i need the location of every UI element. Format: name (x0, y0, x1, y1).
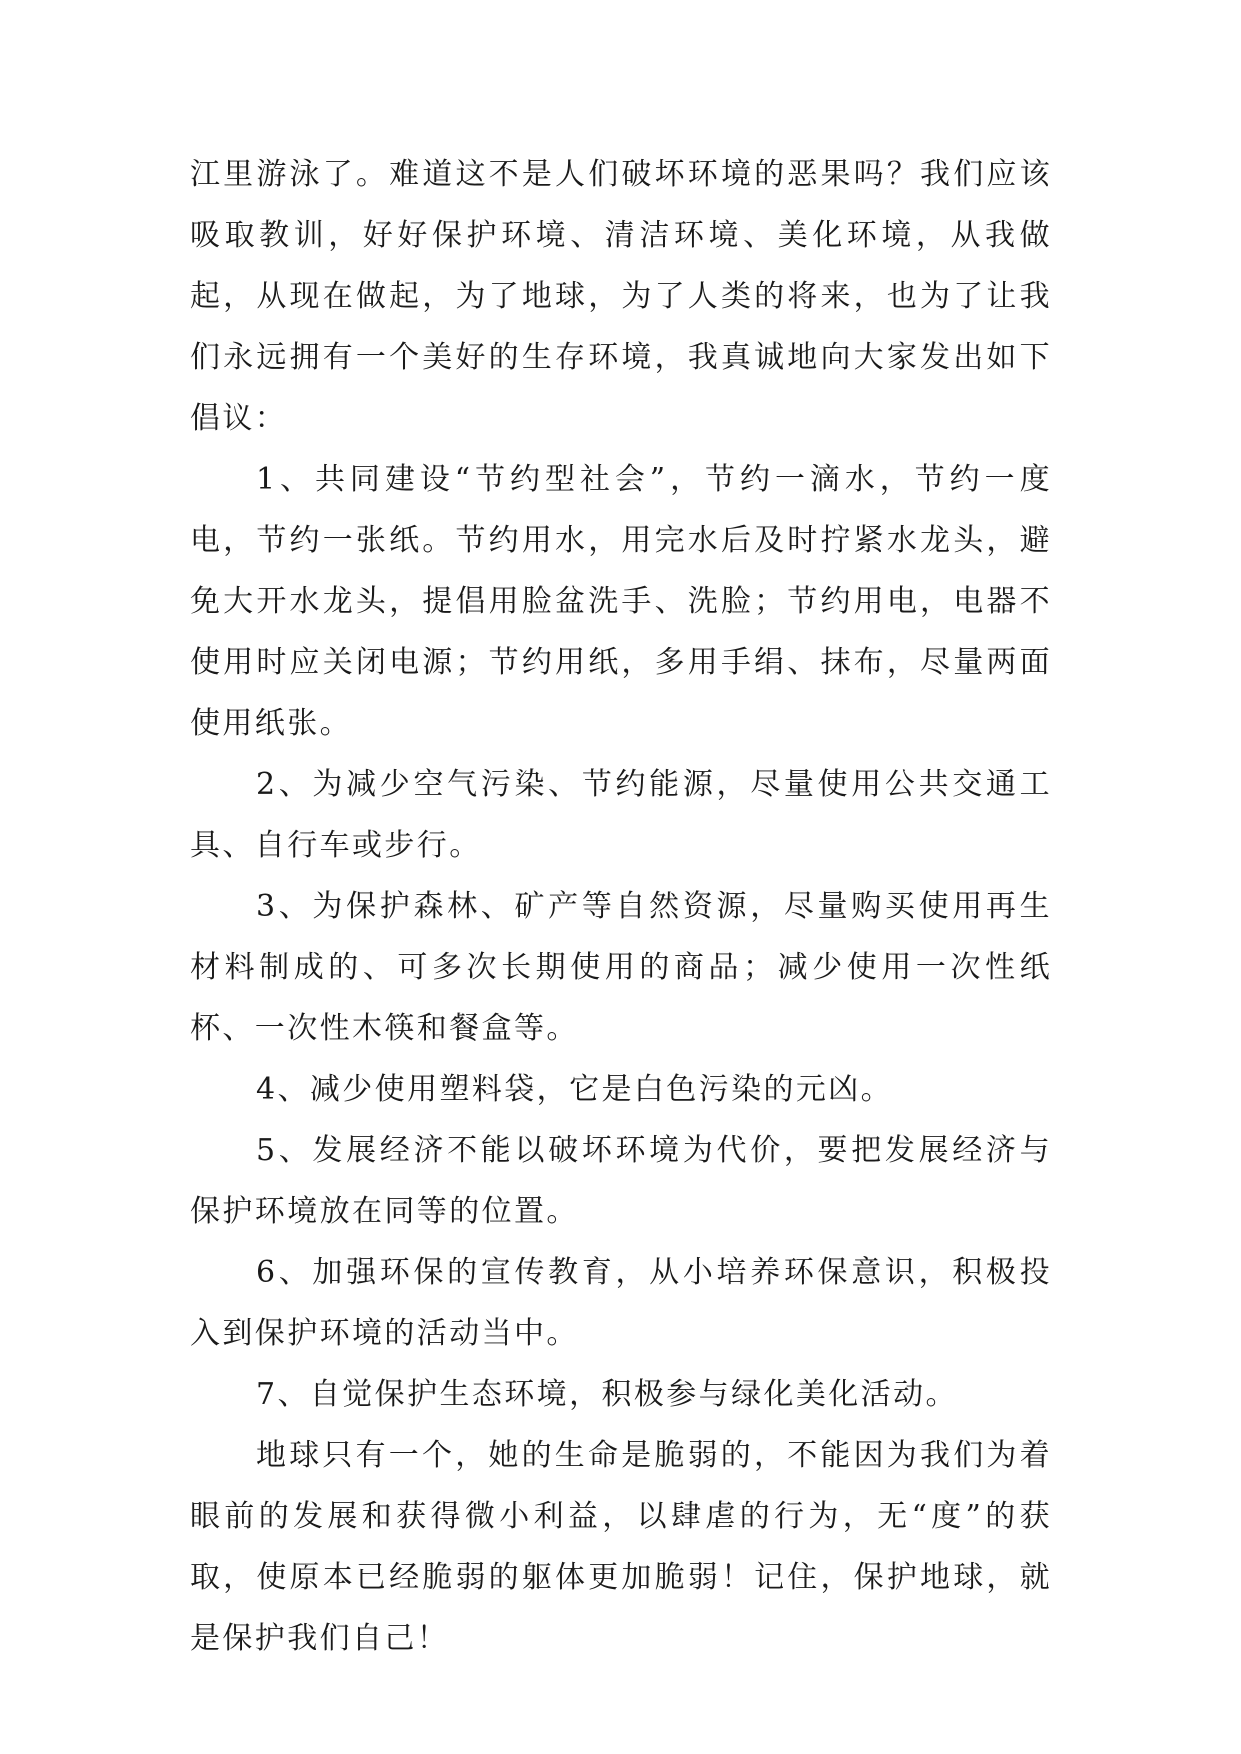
paragraph-continuation: 江里游泳了。难道这不是人们破坏环境的恶果吗？我们应该吸取教训，好好保护环境、清洁环境、美化环境，从我做起，从现在做起，为了地球，为了人类的将来，也为了让我们永远拥有一个美好的生存环境，我真诚地向大家发出如下倡议： (190, 157, 1052, 436)
paragraph-proposal-6: 6、加强环保的宣传教育，从小培养环保意识，积极投入到保护环境的活动当中。 (190, 1255, 1052, 1351)
paragraph-proposal-7: 7、自觉保护生态环境，积极参与绿化美化活动。 (256, 1377, 958, 1412)
paragraph-conclusion: 地球只有一个，她的生命是脆弱的，不能因为我们为着眼前的发展和获得微小利益，以肆虐的行为，无“度”的获取，使原本已经脆弱的躯体更加脆弱！记住，保护地球，就是保护我们自己！ (190, 1438, 1052, 1656)
paragraph-proposal-2: 2、为减少空气污染、节约能源，尽量使用公共交通工具、自行车或步行。 (190, 767, 1052, 863)
paragraph-proposal-4: 4、减少使用塑料袋，它是白色污染的元凶。 (256, 1072, 894, 1107)
paragraph-proposal-3: 3、为保护森林、矿产等自然资源，尽量购买使用再生材料制成的、可多次长期使用的商品；减少使用一次性纸杯、一次性木筷和餐盒等。 (190, 889, 1052, 1046)
document-body (190, 144, 1052, 1669)
paragraph-proposal-5: 5、发展经济不能以破坏环境为代价，要把发展经济与保护环境放在同等的位置。 (190, 1133, 1052, 1229)
paragraph-proposal-1: 1、共同建设“节约型社会”，节约一滴水，节约一度电，节约一张纸。节约用水，用完水后及时拧紧水龙头，避免大开水龙头，提倡用脸盆洗手、洗脸；节约用电，电器不使用时应关闭电源；节约用纸，多用手绢、抹布，尽量两面使用纸张。 (190, 462, 1052, 741)
